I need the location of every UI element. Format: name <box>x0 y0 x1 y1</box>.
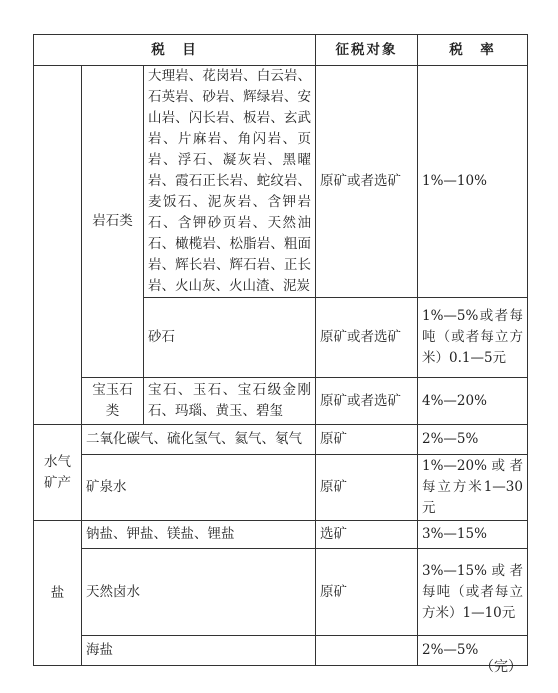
row-item: 砂石 <box>144 298 316 378</box>
table-row <box>34 521 528 549</box>
row-rate: 2%—5% <box>418 425 528 455</box>
row-rate: 1%—10% <box>418 66 528 298</box>
table-row <box>34 549 528 636</box>
table-header-row <box>34 35 528 66</box>
row-object: 原矿或者选矿 <box>316 298 418 378</box>
tax-table <box>33 34 528 666</box>
row-object: 原矿 <box>316 455 418 521</box>
row-rate: 1%—20%或者每立方米1—30元 <box>418 455 528 521</box>
row-item: 海盐 <box>82 636 316 666</box>
row-object: 原矿或者选矿 <box>316 66 418 298</box>
group-rock: 岩石类 <box>82 66 144 378</box>
row-item: 钠盐、钾盐、镁盐、锂盐 <box>82 521 316 549</box>
row-rate: 2%—5% <box>418 636 528 666</box>
row-item: 二氧化碳气、硫化氢气、氦气、氡气 <box>82 425 316 455</box>
header-item: 税 目 <box>34 35 316 66</box>
row-rate: 3%—15% <box>418 521 528 549</box>
row-item: 大理岩、花岗岩、白云岩、石英岩、砂岩、辉绿岩、安山岩、闪长岩、板岩、玄武岩、片麻岩、角闪岩、页岩、浮石、凝灰岩、黑曜岩、霞石正长岩、蛇纹岩、麦饭石、泥灰岩、含钾岩石、含钾砂页岩、天然油石、橄榄岩、松脂岩、粗面岩、辉长岩、辉石岩、正长岩、火山灰、火山渣、泥炭 <box>144 66 316 298</box>
row-object: 原矿 <box>316 425 418 455</box>
end-mark: （完） <box>480 659 522 675</box>
row-object: 原矿或者选矿 <box>316 378 418 425</box>
row-item: 天然卤水 <box>82 549 316 636</box>
row-item: 宝石、玉石、宝石级金刚石、玛瑙、黄玉、碧玺 <box>144 378 316 425</box>
row-rate: 4%—20% <box>418 378 528 425</box>
header-rate: 税 率 <box>418 35 528 66</box>
table-row <box>34 66 528 298</box>
table-row <box>34 636 528 666</box>
row-object: 原矿 <box>316 549 418 636</box>
row-object: 选矿 <box>316 521 418 549</box>
row-rate: 1%—5%或者每吨（或者每立方米）0.1—5元 <box>418 298 528 378</box>
header-object: 征税对象 <box>316 35 418 66</box>
table-row <box>34 378 528 425</box>
group-gem: 宝玉石类 <box>82 378 144 425</box>
table-row <box>34 425 528 455</box>
group-salt: 盐 <box>34 521 82 666</box>
group-water-gas: 水气矿产 <box>34 425 82 521</box>
table-row <box>34 455 528 521</box>
row-object <box>316 636 418 666</box>
category-blank <box>34 66 82 425</box>
row-item: 矿泉水 <box>82 455 316 521</box>
row-rate: 3%—15%或者每吨（或者每立方米）1—10元 <box>418 549 528 636</box>
